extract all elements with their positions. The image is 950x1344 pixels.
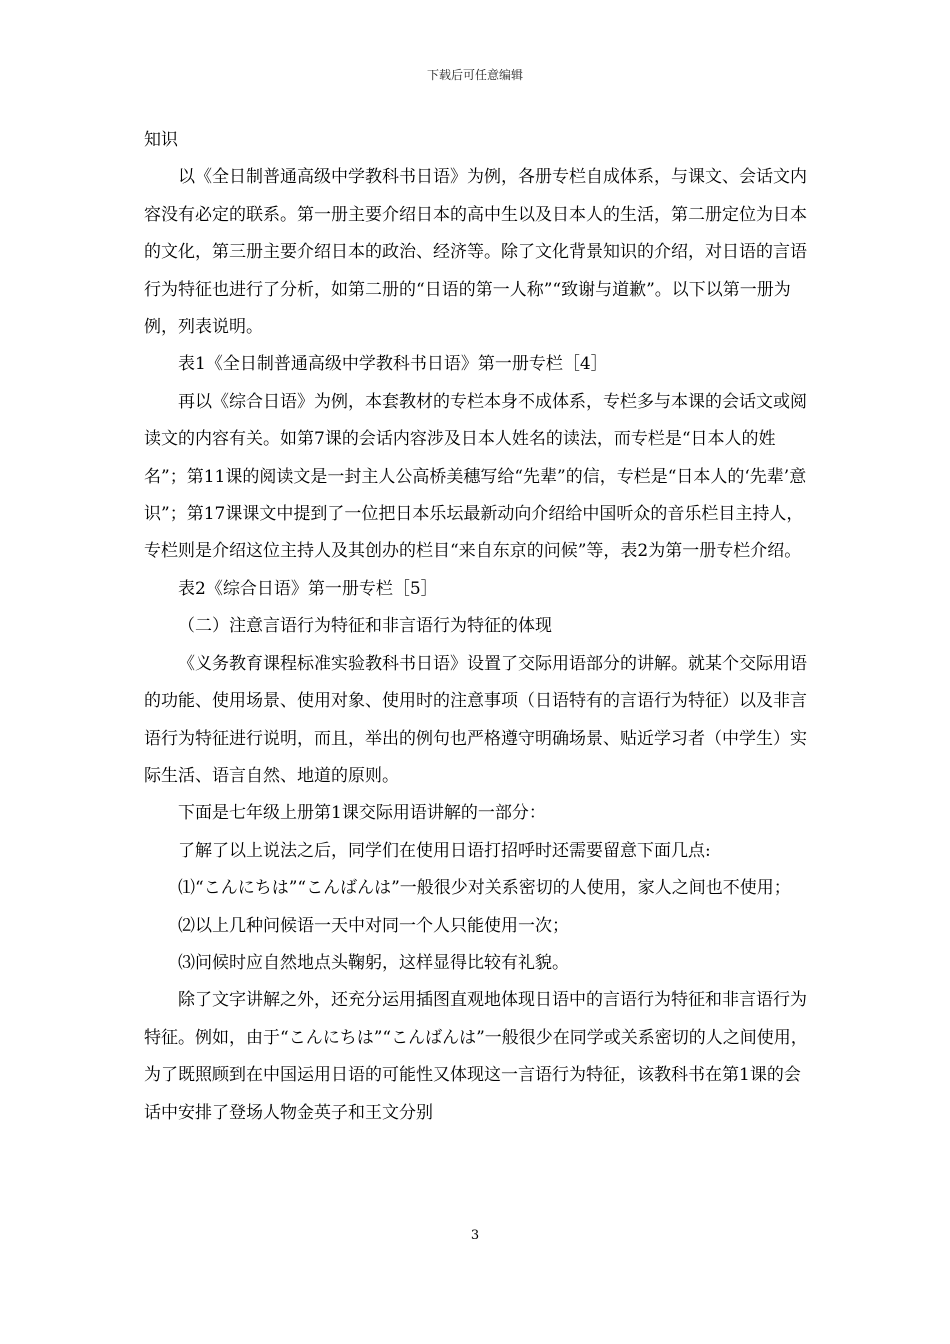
- table-caption: 表1《全日制普通高级中学教科书日语》第一册专栏［4］: [178, 354, 608, 375]
- paragraph: 《义务教育课程标准实验教科书日语》设置了交际用语部分的讲解。就某个交际用语的功能、使用场景、使用对象、使用时的注意事项（日语特有的言语行为特征）以及非言语行为特征进行说明，而且，举出的例句也严格遵守明确场景、贴近学习者（中学生）实际生活、语言自然、地道的原则。: [144, 653, 807, 786]
- paragraph: 了解了以上说法之后，同学们在使用日语打招呼时还需要留意下面几点:: [178, 840, 711, 861]
- paragraph: 再以《综合日语》为例，本套教材的专栏本身不成体系，专栏多与本课的会话文或阅读文的内容有关。如第7课的会话内容涉及日本人姓名的读法，而专栏是“日本人的姓名”；第11课的阅读文是一封主人公高桥美穗写给“先辈”的信，专栏是“日本人的‘先辈’意识”；第17课课文中提到了一位把日本乐坛最新动向介绍给中国听众的音乐栏目主持人，专栏则是介绍这位主持人及其创办的栏目“来自东京的问候”等，表2为第一册专栏介绍。: [144, 391, 807, 562]
- page-header: 下载后可任意编辑: [426, 68, 523, 82]
- paragraph: 下面是七年级上册第1课交际用语讲解的一部分：: [178, 803, 546, 824]
- table-caption: 表2《综合日语》第一册专栏［5］: [178, 578, 438, 599]
- paragraph: 除了文字讲解之外，还充分运用插图直观地体现日语中的言语行为特征和非言语行为特征。例如，由于“こんにちは”“こんばんは”一般很少在同学或关系密切的人之间使用，为了既照顾到在中国运用日语的可能性又体现这一言语行为特征，该教科书在第1课的会话中安排了登场人物金英子和王文分别: [144, 990, 808, 1123]
- list-item: ⑴“こんにちは”“こんばんは”一般很少对关系密切的人使用，家人之间也不使用；: [178, 878, 791, 899]
- list-item: ⑶问候时应自然地点头鞠躬，这样显得比较有礼貌。: [178, 952, 569, 973]
- paragraph: 以《全日制普通高级中学教科书日语》为例，各册专栏自成体系，与课文、会话文内容没有必定的联系。第一册主要介绍日本的高中生以及日本人的生活，第二册定位为日本的文化，第三册主要介绍日本的政治、经济等。除了文化背景知识的介绍，对日语的言语行为特征也进行了分析，如第二册的“日语的第一人称”“致谢与道歉”。以下以第一册为例，列表说明。: [144, 167, 807, 338]
- paragraph-continuation: 知识: [144, 130, 178, 150]
- page-number: 3: [470, 1228, 480, 1243]
- document-body: [144, 122, 808, 1132]
- section-heading: （二）注意言语行为特征和非言语行为特征的体现: [178, 616, 552, 637]
- list-item: ⑵以上几种问候语一天中对同一个人只能使用一次；: [178, 915, 569, 936]
